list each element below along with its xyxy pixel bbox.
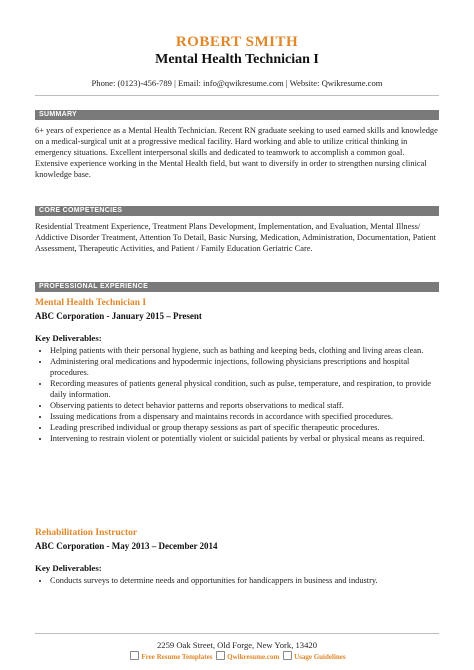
- job-1-deliverables-list: [38, 345, 445, 444]
- candidate-name: ROBERT SMITH: [175, 34, 299, 50]
- list-item: • Issuing medications from a dispensary and maintains records in accordance with specified procedures.: [50, 411, 445, 422]
- contact-line: Phone: (0123)-456-789 | Email: info@qwikresume.com | Website: Qwikresume.com: [91, 78, 383, 88]
- list-item: • Observing patients to detect behavior patterns and reports observations to medical staff.: [50, 400, 445, 411]
- job-2-deliverables-label: Key Deliverables:: [35, 563, 102, 573]
- competencies-heading: CORE COMPETENCIES: [35, 206, 439, 216]
- guidelines-icon: [283, 651, 292, 660]
- job-2-title: Rehabilitation Instructor: [35, 528, 138, 538]
- competencies-text: Residential Treatment Experience, Treatment Plans Development, Implementation, and Evaluation, Mental Illness/ Addictive Disorder Treatment, Attention To Detail, Basic Nursing, Medication, Administration, Documentation, Patient Assessment, Therapeutic Activities, and Patient / Family Education Geriatric Care.: [35, 222, 436, 253]
- free-templates-link[interactable]: Free Resume Templates: [141, 653, 213, 661]
- job-2-deliverables-list: [38, 575, 445, 586]
- summary-text: 6+ years of experience as a Mental Health Technician. Recent RN graduate seeking to used earned skills and knowledge on a medical-surgical unit at a progressive medical facility. Hard working and able to utilize critical thinking in emergency situations. Excellent interpersonal skills and dedicated to teamwork to accomplish a common goal. Extensive experience working in the Mental Health field, but want to diversify in order to strengthen nursing clinical knowledge base.: [35, 126, 438, 179]
- template-icon: [130, 651, 139, 660]
- footer-links: [0, 651, 474, 661]
- usage-guidelines-link[interactable]: Usage Guidelines: [294, 653, 346, 661]
- footer-address: 2259 Oak Street, Old Forge, New York, 13420: [156, 640, 317, 650]
- list-item: • Conducts surveys to determine needs and opportunities for handicappers in business and industry.: [50, 575, 445, 586]
- list-item: • Leading prescribed individual or group therapy sessions as part of specific therapeutic procedures.: [50, 422, 445, 433]
- job-1-title: Mental Health Technician I: [35, 298, 147, 308]
- list-item: • Intervening to restrain violent or potentially violent or suicidal patients by verbal or physical means as required.: [50, 433, 445, 444]
- list-item: • Helping patients with their personal hygiene, such as bathing and keeping beds, clothing and living areas clean.: [50, 345, 445, 356]
- summary-heading: SUMMARY: [35, 110, 439, 120]
- job-2-company: ABC Corporation - May 2013 – December 2014: [35, 541, 218, 551]
- experience-heading: PROFESSIONAL EXPERIENCE: [35, 282, 439, 292]
- site-icon: [216, 651, 225, 660]
- list-item: • Recording measures of patients general physical condition, such as pulse, temperature, and respiration, to provide daily information.: [50, 378, 445, 400]
- list-item: • Administering oral medications and hypodermic injections, following physicians prescriptions and hospital procedures.: [50, 356, 445, 378]
- qwikresume-link[interactable]: Qwikresume.com: [227, 653, 280, 661]
- job-title-heading: Mental Health Technician I: [155, 52, 319, 67]
- footer-divider: [35, 633, 439, 634]
- header-divider: [35, 95, 439, 96]
- job-1-company: ABC Corporation - January 2015 – Present: [35, 311, 202, 321]
- job-1-deliverables-label: Key Deliverables:: [35, 333, 102, 343]
